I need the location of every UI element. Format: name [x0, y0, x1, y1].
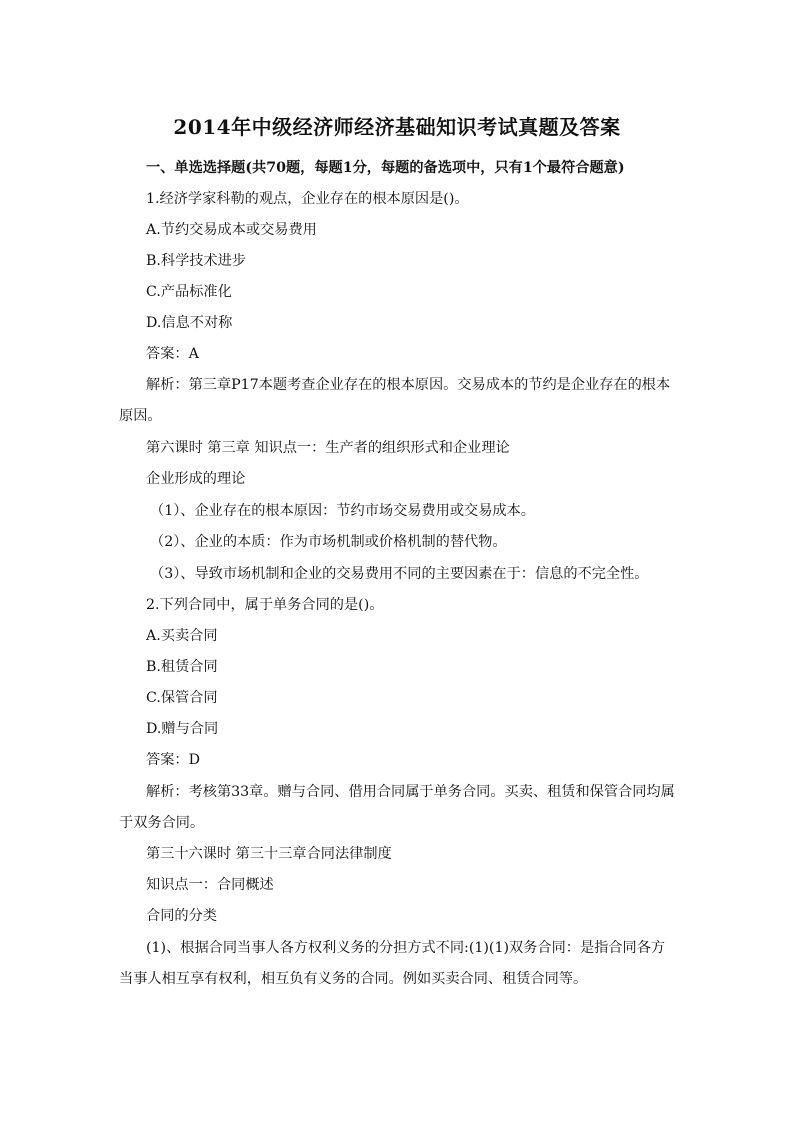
question-2-stem: 2.下列合同中，属于单务合同的是()。	[146, 597, 384, 613]
question-1-point-3: （3）、导致市场机制和企业的交易费用不同的主要因素在于：信息的不完全性。	[150, 566, 649, 582]
question-1-lesson: 第六课时 第三章 知识点一：生产者的组织形式和企业理论	[146, 440, 510, 456]
question-1-answer: 答案：A	[146, 346, 199, 362]
question-1-analysis-line-2: 原因。	[119, 408, 162, 424]
question-1-option-d: D.信息不对称	[146, 315, 233, 331]
question-2-point-1-line-2: 当事人相互享有权利，相互负有义务的合同。例如买卖合同、租赁合同等。	[119, 971, 588, 987]
question-2-answer: 答案：D	[146, 752, 200, 768]
question-1-stem: 1.经济学家科勒的观点，企业存在的根本原因是()。	[146, 191, 469, 207]
question-2-point-1-line-1: (1)、根据合同当事人各方权利义务的分担方式不同:(1)(1)双务合同：是指合同各方	[146, 940, 666, 956]
question-2-lesson: 第三十六课时 第三十三章合同法律制度	[146, 846, 392, 862]
question-1-point-1: （1）、企业存在的根本原因：节约市场交易费用或交易成本。	[150, 503, 535, 519]
question-1-point-2: （2）、企业的本质：作为市场机制或价格机制的替代物。	[150, 534, 507, 550]
document-title: 2014年中级经济师经济基础知识考试真题及答案	[173, 115, 621, 139]
question-1-analysis-line-1: 解析：第三章P17本题考查企业存在的根本原因。交易成本的节约是企业存在的根本	[146, 377, 671, 393]
question-2-option-d: D.赠与合同	[146, 721, 219, 737]
question-2-analysis-line-1: 解析：考核第33章。赠与合同、借用合同属于单务合同。买卖、租赁和保管合同均属	[146, 784, 675, 800]
question-1-option-c: C.产品标准化	[146, 284, 232, 300]
question-2-option-a: A.买卖合同	[146, 628, 218, 644]
question-2-option-c: C.保管合同	[146, 690, 218, 706]
section-heading: 一、单选选择题(共70题，每题1分，每题的备选项中，只有1个最符合题意)	[146, 160, 625, 176]
question-2-knowledge-point: 知识点一：合同概述	[146, 877, 274, 893]
question-2-analysis-line-2: 于双务合同。	[119, 815, 205, 831]
question-1-topic: 企业形成的理论	[146, 471, 246, 487]
question-1-option-a: A.节约交易成本或交易费用	[146, 222, 317, 238]
question-1-option-b: B.科学技术进步	[146, 253, 247, 269]
question-2-option-b: B.租赁合同	[146, 659, 218, 675]
question-2-topic: 合同的分类	[146, 908, 217, 924]
